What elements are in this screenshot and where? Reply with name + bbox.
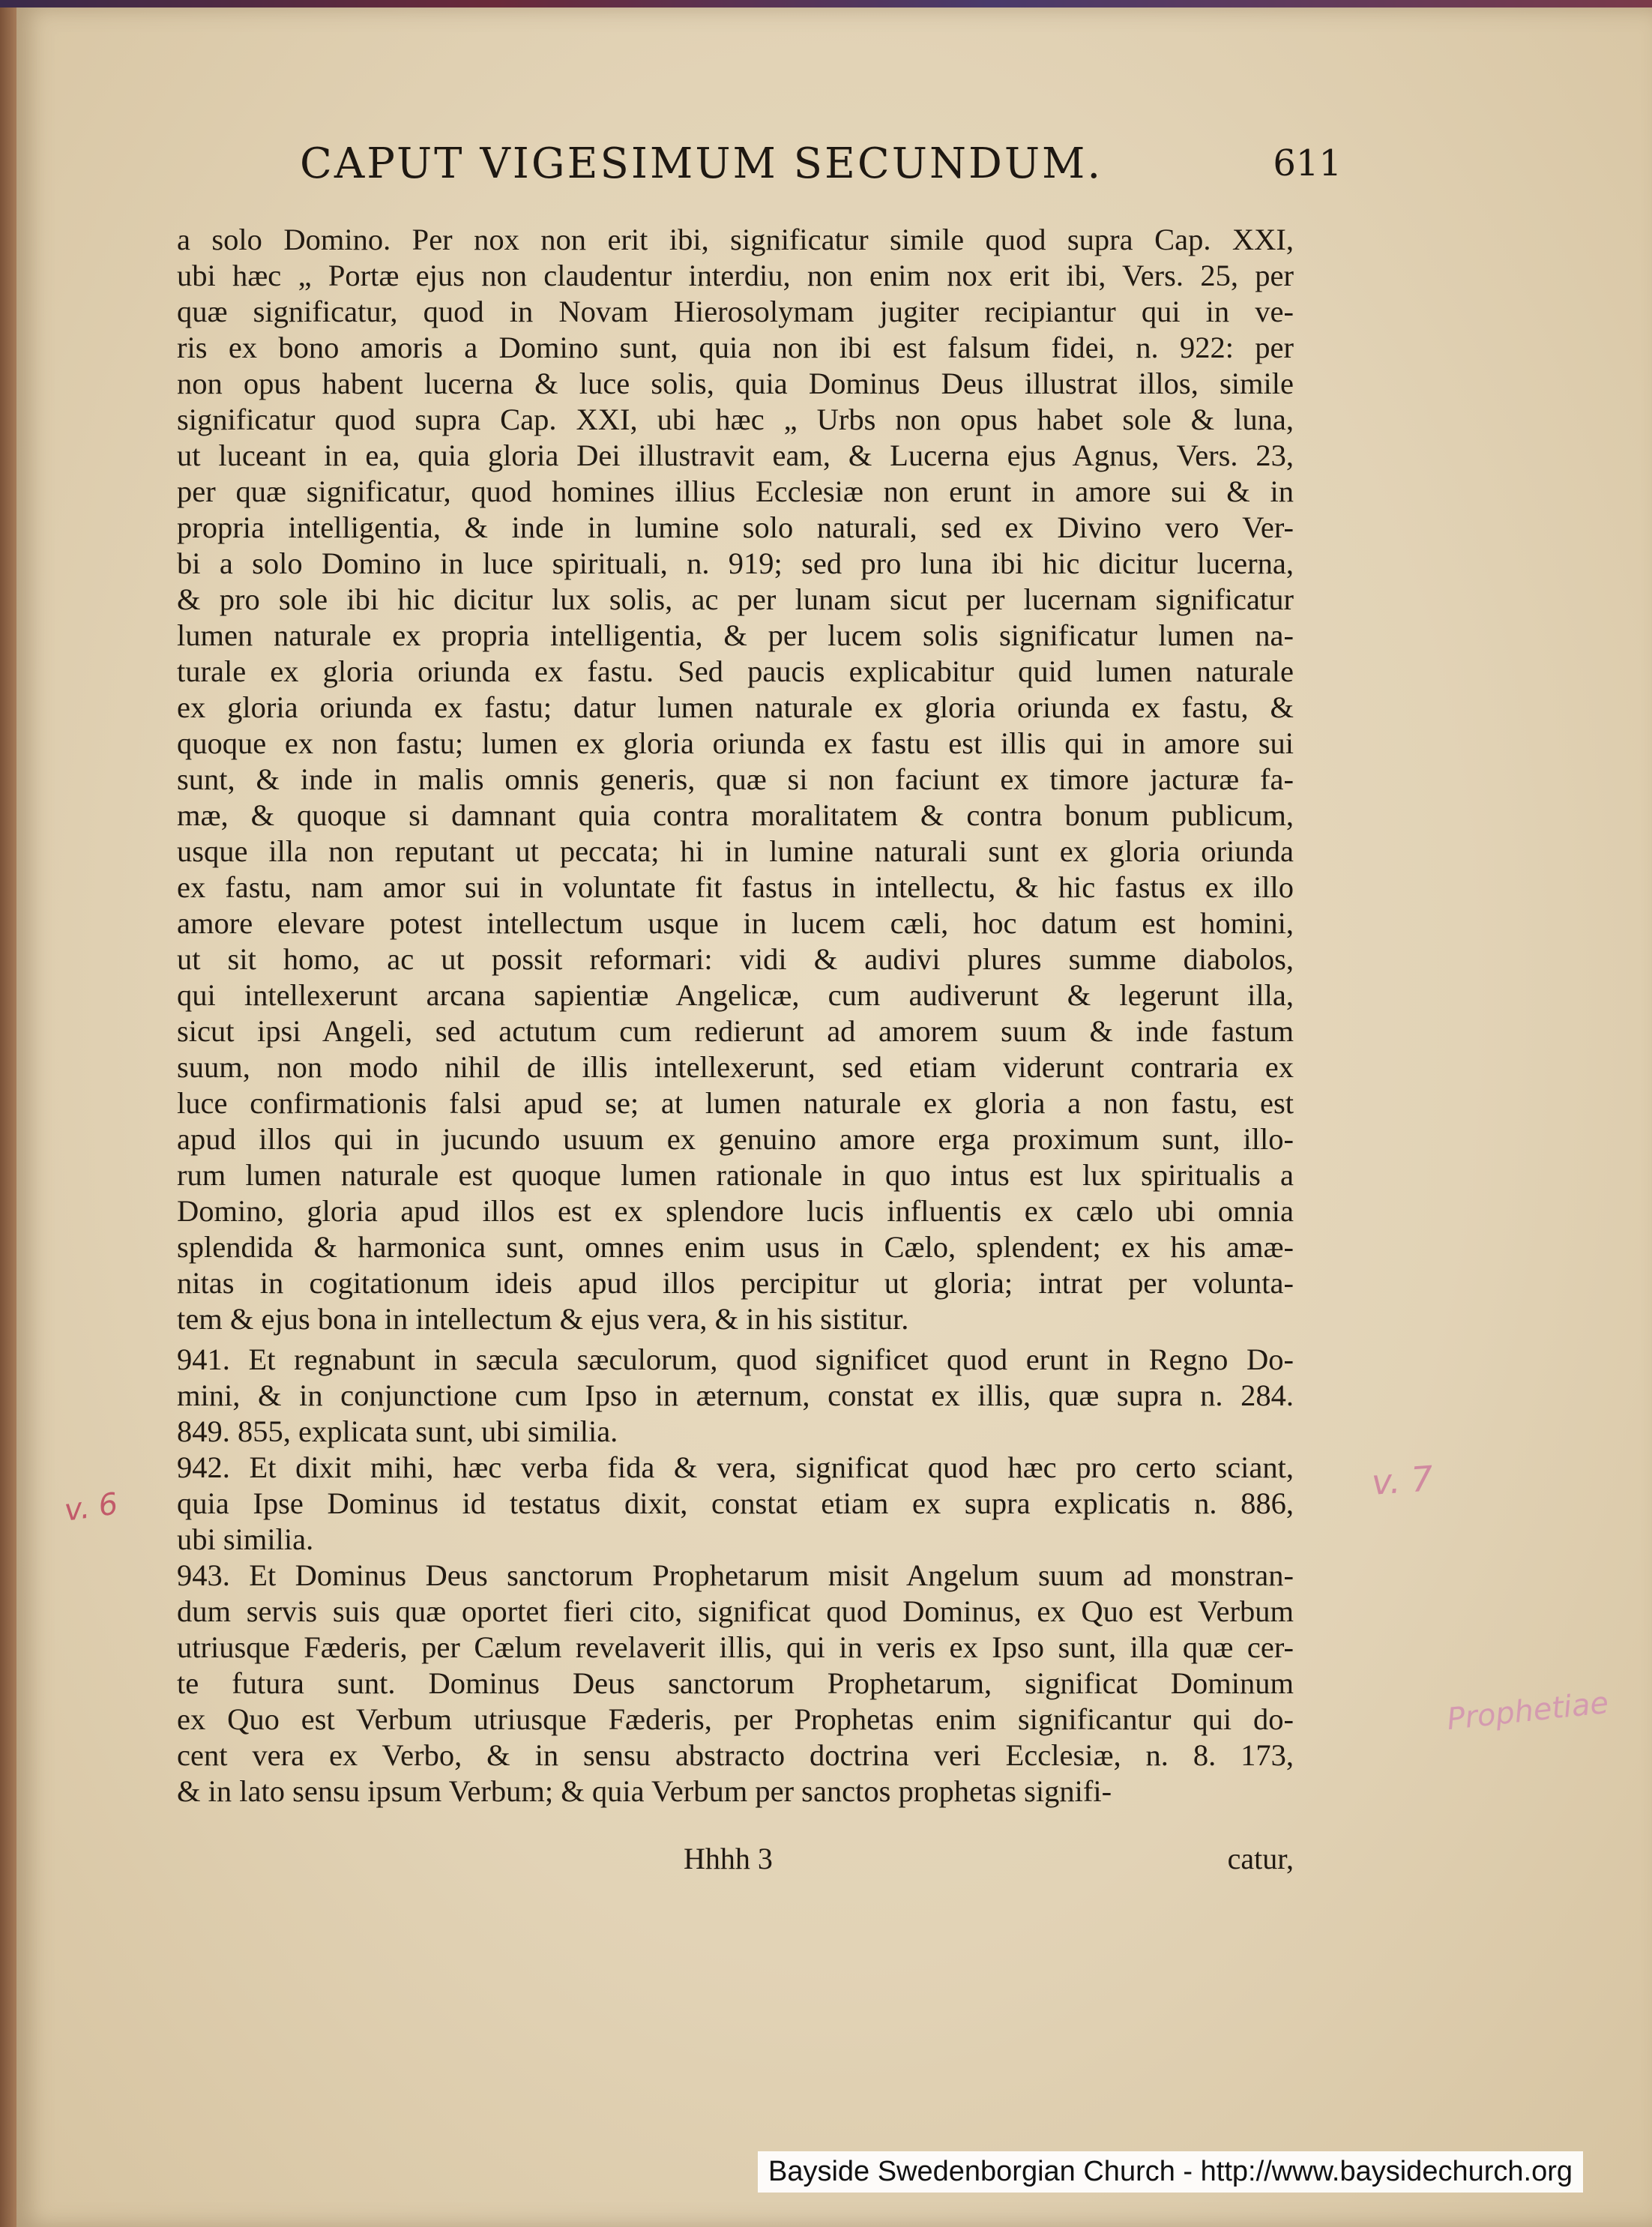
text-line: tem & ejus bona in intellectum & ejus vera, & in his sistitur. [177, 1302, 909, 1336]
text-line: te futura sunt. Dominus Deus sanctorum Prophetarum, significat Dominum [177, 1666, 1294, 1700]
text-line: non opus habent lucerna & luce solis, quia Dominus Deus illustrat illos, simile [177, 367, 1294, 400]
text-line: lumen naturale ex propria intelligentia, & per lucem solis significatur lumen na- [177, 618, 1294, 652]
text-line: ris ex bono amoris a Domino sunt, quia non ibi est falsum fidei, n. 922: per [177, 331, 1294, 364]
margin-note-handwritten: Prophetiae [1445, 1685, 1611, 1738]
text-line: quia Ipse Dominus id testatus dixit, constat etiam ex supra explicatis n. 886, [177, 1486, 1294, 1520]
paragraph-942 [177, 1450, 1294, 1558]
page-title: CAPUT VIGESIMUM SECUNDUM. [300, 139, 1103, 188]
text-line: ut sit homo, ac ut possit reformari: vidi & audivi plures summe diabolos, [177, 942, 1294, 976]
text-line: ex Quo est Verbum utriusque Fæderis, per Prophetas enim significantur qui do- [177, 1702, 1294, 1736]
text-line: bi a solo Domino in luce spirituali, n. 919; sed pro luna ibi hic dicitur lucerna, [177, 546, 1294, 580]
text-line: & pro sole ibi hic dicitur lux solis, ac per lunam sicut per lucernam significatur [177, 582, 1294, 616]
text-line: mæ, & quoque si damnant quia contra moralitatem & contra bonum publicum, [177, 798, 1294, 832]
text-line: amore elevare potest intellectum usque in lucem cæli, hoc datum est homini, [177, 906, 1294, 940]
text-line: rum lumen naturale est quoque lumen rationale in quo intus est lux spiritualis a [177, 1158, 1294, 1192]
text-line: 943. Et Dominus Deus sanctorum Prophetarum misit Angelum suum ad monstran- [177, 1558, 1294, 1592]
page-binding-edge [0, 7, 16, 2227]
catchword: catur, [1227, 1842, 1294, 1875]
main-text [177, 222, 1294, 1809]
margin-note-verse-7: v. 7 [1370, 1458, 1435, 1503]
text-line: quæ significatur, quod in Novam Hierosolymam jugiter recipiantur qui in ve- [177, 295, 1294, 328]
page-number: 611 [1273, 142, 1342, 184]
paragraph-941 [177, 1342, 1294, 1450]
text-line: sunt, & inde in malis omnis generis, quæ si non faciunt ex timore jacturæ fa- [177, 762, 1294, 796]
text-line: 941. Et regnabunt in sæcula sæculorum, quod significet quod erunt in Regno Do- [177, 1342, 1294, 1376]
text-line: ubi similia. [177, 1522, 314, 1556]
text-line: sicut ipsi Angeli, sed actutum cum redierunt ad amorem suum & inde fastum [177, 1014, 1294, 1048]
margin-note-verse-6: v. 6 [62, 1486, 121, 1528]
page-footer [177, 1841, 1294, 1878]
text-line: splendida & harmonica sunt, omnes enim usus in Cælo, splendent; ex his amæ- [177, 1230, 1294, 1264]
text-line: per quæ significatur, quod homines illius Ecclesiæ non erunt in amore sui & in [177, 474, 1294, 508]
text-line: propria intelligentia, & inde in lumine solo naturali, sed ex Divino vero Ver- [177, 510, 1294, 544]
text-line: dum servis suis quæ oportet fieri cito, significat quod Dominus, ex Quo est Verbum [177, 1594, 1294, 1628]
text-line: apud illos qui in jucundo usuum ex genuino amore erga proximum sunt, illo- [177, 1122, 1294, 1156]
text-line: usque illa non reputant ut peccata; hi in lumine naturali sunt ex gloria oriunda [177, 834, 1294, 868]
text-line: significatur quod supra Cap. XXI, ubi hæc „ Urbs non opus habet sole & luna, [177, 403, 1294, 436]
commentary-paragraph [177, 222, 1294, 1337]
text-line: qui intellexerunt arcana sapientiæ Angelicæ, cum audiverunt & legerunt illa, [177, 978, 1294, 1012]
text-line: suum, non modo nihil de illis intellexerunt, sed etiam viderunt contraria ex [177, 1050, 1294, 1084]
text-line: ubi hæc „ Portæ ejus non claudentur interdiu, non enim nox erit ibi, Vers. 25, per [177, 259, 1294, 292]
text-line: quoque ex non fastu; lumen ex gloria oriunda ex fastu est illis qui in amore sui [177, 726, 1294, 760]
text-line: 849. 855, explicata sunt, ubi similia. [177, 1414, 618, 1448]
text-line: a solo Domino. Per nox non erit ibi, significatur simile quod supra Cap. XXI, [177, 223, 1294, 256]
text-line: ex gloria oriunda ex fastu; datur lumen naturale ex gloria oriunda ex fastu, & [177, 690, 1294, 724]
text-line: ut luceant in ea, quia gloria Dei illustravit eam, & Lucerna ejus Agnus, Vers. 23, [177, 439, 1294, 472]
running-header [300, 139, 1342, 199]
text-line: 942. Et dixit mihi, hæc verba fida & vera, significat quod hæc pro certo sciant, [177, 1450, 1294, 1484]
text-line: nitas in cogitationum ideis apud illos percipitur ut gloria; intrat per volunta- [177, 1266, 1294, 1300]
text-line: ex fastu, nam amor sui in voluntate fit fastus in intellectu, & hic fastus ex illo [177, 870, 1294, 904]
text-line: mini, & in conjunctione cum Ipso in æternum, constat ex illis, quæ supra n. 284. [177, 1378, 1294, 1412]
text-line: & in lato sensu ipsum Verbum; & quia Verbum per sanctos prophetas signifi- [177, 1774, 1112, 1808]
text-line: utriusque Fæderis, per Cælum revelaverit illis, qui in veris ex Ipso sunt, illa quæ cer- [177, 1630, 1294, 1664]
site-watermark: Bayside Swedenborgian Church - http://www.baysidechurch.org [758, 2151, 1583, 2193]
signature-mark: Hhhh 3 [684, 1842, 773, 1875]
text-line: luce confirmationis falsi apud se; at lumen naturale ex gloria a non fastu, est [177, 1086, 1294, 1120]
text-line: Domino, gloria apud illos est ex splendore lucis influentis ex cælo ubi omnia [177, 1194, 1294, 1228]
text-line: turale ex gloria oriunda ex fastu. Sed paucis explicabitur quid lumen naturale [177, 654, 1294, 688]
paragraph-943 [177, 1558, 1294, 1809]
text-line: cent vera ex Verbo, & in sensu abstracto doctrina veri Ecclesiæ, n. 8. 173, [177, 1738, 1294, 1772]
